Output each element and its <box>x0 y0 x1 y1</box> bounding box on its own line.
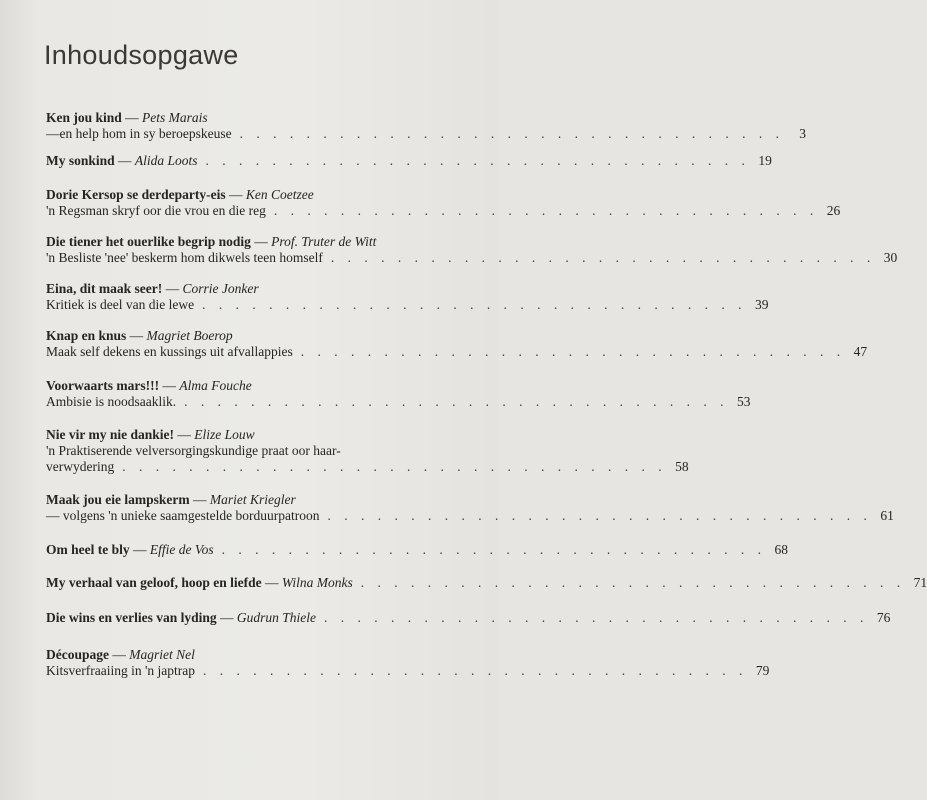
entry-subtitle: 'n Praktiserende velversorgingskundige praat oor haar- <box>46 443 341 458</box>
entry-title: Die wins en verlies van lyding <box>46 610 217 625</box>
entry-author: Corrie Jonker <box>182 281 259 296</box>
toc-entry: My verhaal van geloof, hoop en liefde — Wilna Monks . . . . . . . . . . . . . . . . . . . . . . . . . . . . . . . . . 71 <box>46 575 927 590</box>
entry-author: Mariet Kriegler <box>209 492 296 507</box>
entry-subtitle: Maak self dekens en kussings uit afvallappies <box>46 344 293 359</box>
entry-title: Om heel te bly <box>46 542 130 557</box>
entry-title: Nie vir my nie dankie! <box>46 427 174 442</box>
toc-entry: Voorwaarts mars!!! — Alma Fouche Ambisie is noodsaaklik. . . . . . . . . . . . . . . . . . . . . . . . . . . . . . . . . . 53 <box>46 378 751 409</box>
entry-title: Eina, dit maak seer! <box>46 281 163 296</box>
entry-author: Pets Marais <box>142 110 208 125</box>
entry-page-number: 53 <box>737 394 751 409</box>
entry-page-number: 19 <box>758 153 772 168</box>
toc-entry: My sonkind — Alida Loots . . . . . . . . . . . . . . . . . . . . . . . . . . . . . . . . . 19 <box>46 153 772 168</box>
toc-entry: Ken jou kind — Pets Marais —en help hom in sy beroepskeuse . . . . . . . . . . . . . . . . . . . . . . . . . . . . . . . . . 3 <box>46 110 806 141</box>
toc-entry: Die wins en verlies van lyding — Gudrun Thiele . . . . . . . . . . . . . . . . . . . . . . . . . . . . . . . . . 76 <box>46 610 891 625</box>
toc-entry: Maak jou eie lampskerm — Mariet Kriegler — volgens 'n unieke saamgestelde borduurpatroon . . . . . . . . . . . . . . . . . . . . . . . . . . . . . . . . . 61 <box>46 492 894 523</box>
entry-subtitle: Kritiek is deel van die lewe <box>46 297 195 312</box>
leader-dots: . . . . . . . . . . . . . . . . . . . . . . . . . . . . . . . . . <box>330 250 876 265</box>
entry-subtitle: — volgens 'n unieke saamgestelde borduurpatroon <box>46 508 320 523</box>
leader-dots: . . . . . . . . . . . . . . . . . . . . . . . . . . . . . . . . . <box>202 297 747 312</box>
entry-page-number: 71 <box>913 575 927 590</box>
entry-page-number: 58 <box>675 459 689 474</box>
entry-page-number: 39 <box>754 297 769 312</box>
entry-author: Wilna Monks <box>281 575 353 590</box>
entry-author: Prof. Truter de Witt <box>271 234 377 249</box>
entry-subtitle: 'n Besliste 'nee' beskerm hom dikwels teen homself <box>46 250 323 265</box>
entry-title: Dorie Kersop se derdeparty-eis <box>46 187 226 202</box>
toc-entry: Dorie Kersop se derdeparty-eis — Ken Coetzee 'n Regsman skryf oor die vrou en die reg . . . . . . . . . . . . . . . . . . . . . . . . . . . . . . . . . 26 <box>46 187 841 218</box>
entry-subtitle: Kitsverfraaiing in 'n japtrap <box>46 663 196 678</box>
leader-dots: . . . . . . . . . . . . . . . . . . . . . . . . . . . . . . . . . <box>184 394 729 409</box>
entry-author: Alida Loots <box>134 153 198 168</box>
leader-dots: . . . . . . . . . . . . . . . . . . . . . . . . . . . . . . . . . <box>203 663 748 678</box>
entry-author: Magriet Boerop <box>146 328 233 343</box>
entry-title: Voorwaarts mars!!! <box>46 378 160 393</box>
leader-dots: . . . . . . . . . . . . . . . . . . . . . . . . . . . . . . . . . <box>273 203 819 218</box>
toc-entry: Eina, dit maak seer! — Corrie Jonker Kritiek is deel van die lewe . . . . . . . . . . . . . . . . . . . . . . . . . . . . . . . . . 39 <box>46 281 769 312</box>
entry-title: My verhaal van geloof, hoop en liefde <box>46 575 262 590</box>
entry-author: Ken Coetzee <box>245 187 314 202</box>
leader-dots: . . . . . . . . . . . . . . . . . . . . . . . . . . . . . . . . . <box>327 508 872 523</box>
entry-title: Découpage <box>46 647 109 662</box>
entry-page-number: 79 <box>755 663 770 678</box>
leader-dots: . . . . . . . . . . . . . . . . . . . . . . . . . . . . . . . . . <box>122 459 667 474</box>
entry-page-number: 76 <box>876 610 891 625</box>
entry-page-number: 47 <box>853 344 868 359</box>
toc-entry: Om heel te bly — Effie de Vos . . . . . . . . . . . . . . . . . . . . . . . . . . . . . . . . . 68 <box>46 542 788 557</box>
entry-subtitle: —en help hom in sy beroepskeuse <box>46 126 232 141</box>
entry-title: My sonkind <box>46 153 115 168</box>
entry-page-number: 61 <box>880 508 894 523</box>
toc-entry: Nie vir my nie dankie! — Elize Louw 'n Praktiserende velversorgingskundige praat oor haar- verwydering . . . . . . . . . . . . . . . . . . . . . . . . . . . . . . . . . 58 <box>46 427 689 474</box>
toc-entry: Die tiener het ouerlike begrip nodig — Prof. Truter de Witt 'n Besliste 'nee' beskerm hom dikwels teen homself . . . . . . . . . . . . . . . . . . . . . . . . . . . . . . . . . 30 <box>46 234 898 265</box>
entry-author: Gudrun Thiele <box>236 610 317 625</box>
page-title: Inhoudsopgawe <box>44 40 239 70</box>
entry-author: Elize Louw <box>194 427 255 442</box>
entry-subtitle: 'n Regsman skryf oor die vrou en die reg <box>46 203 266 218</box>
entry-author: Alma Fouche <box>179 378 252 393</box>
entry-author: Magriet Nel <box>129 647 195 662</box>
entry-title: Knap en knus <box>46 328 127 343</box>
leader-dots: . . . . . . . . . . . . . . . . . . . . . . . . . . . . . . . . . <box>300 344 846 359</box>
entry-author: Effie de Vos <box>149 542 214 557</box>
entry-subtitle: Ambisie is noodsaaklik. <box>46 394 177 409</box>
leader-dots: . . . . . . . . . . . . . . . . . . . . . . . . . . . . . . . . . <box>239 126 784 141</box>
leader-dots: . . . . . . . . . . . . . . . . . . . . . . . . . . . . . . . . . <box>324 610 869 625</box>
entry-title: Maak jou eie lampskerm <box>46 492 190 507</box>
entry-page-number: 30 <box>883 250 898 265</box>
entry-title: Die tiener het ouerlike begrip nodig <box>46 234 251 249</box>
toc-entry: Knap en knus — Magriet Boerop Maak self dekens en kussings uit afvallappies . . . . . . . . . . . . . . . . . . . . . . . . . . . . . . . . . 47 <box>46 328 868 359</box>
entry-subtitle: verwydering <box>46 459 115 474</box>
toc-entry: Découpage — Magriet Nel Kitsverfraaiing in 'n japtrap . . . . . . . . . . . . . . . . . . . . . . . . . . . . . . . . . 79 <box>46 647 770 678</box>
entry-page-number: 68 <box>774 542 788 557</box>
leader-dots: . . . . . . . . . . . . . . . . . . . . . . . . . . . . . . . . . <box>221 542 766 557</box>
leader-dots: . . . . . . . . . . . . . . . . . . . . . . . . . . . . . . . . . <box>205 153 750 168</box>
entry-page-number: 26 <box>826 203 841 218</box>
leader-dots: . . . . . . . . . . . . . . . . . . . . . . . . . . . . . . . . . <box>360 575 906 590</box>
entry-title: Ken jou kind <box>46 110 122 125</box>
entry-page-number: 3 <box>799 126 806 141</box>
